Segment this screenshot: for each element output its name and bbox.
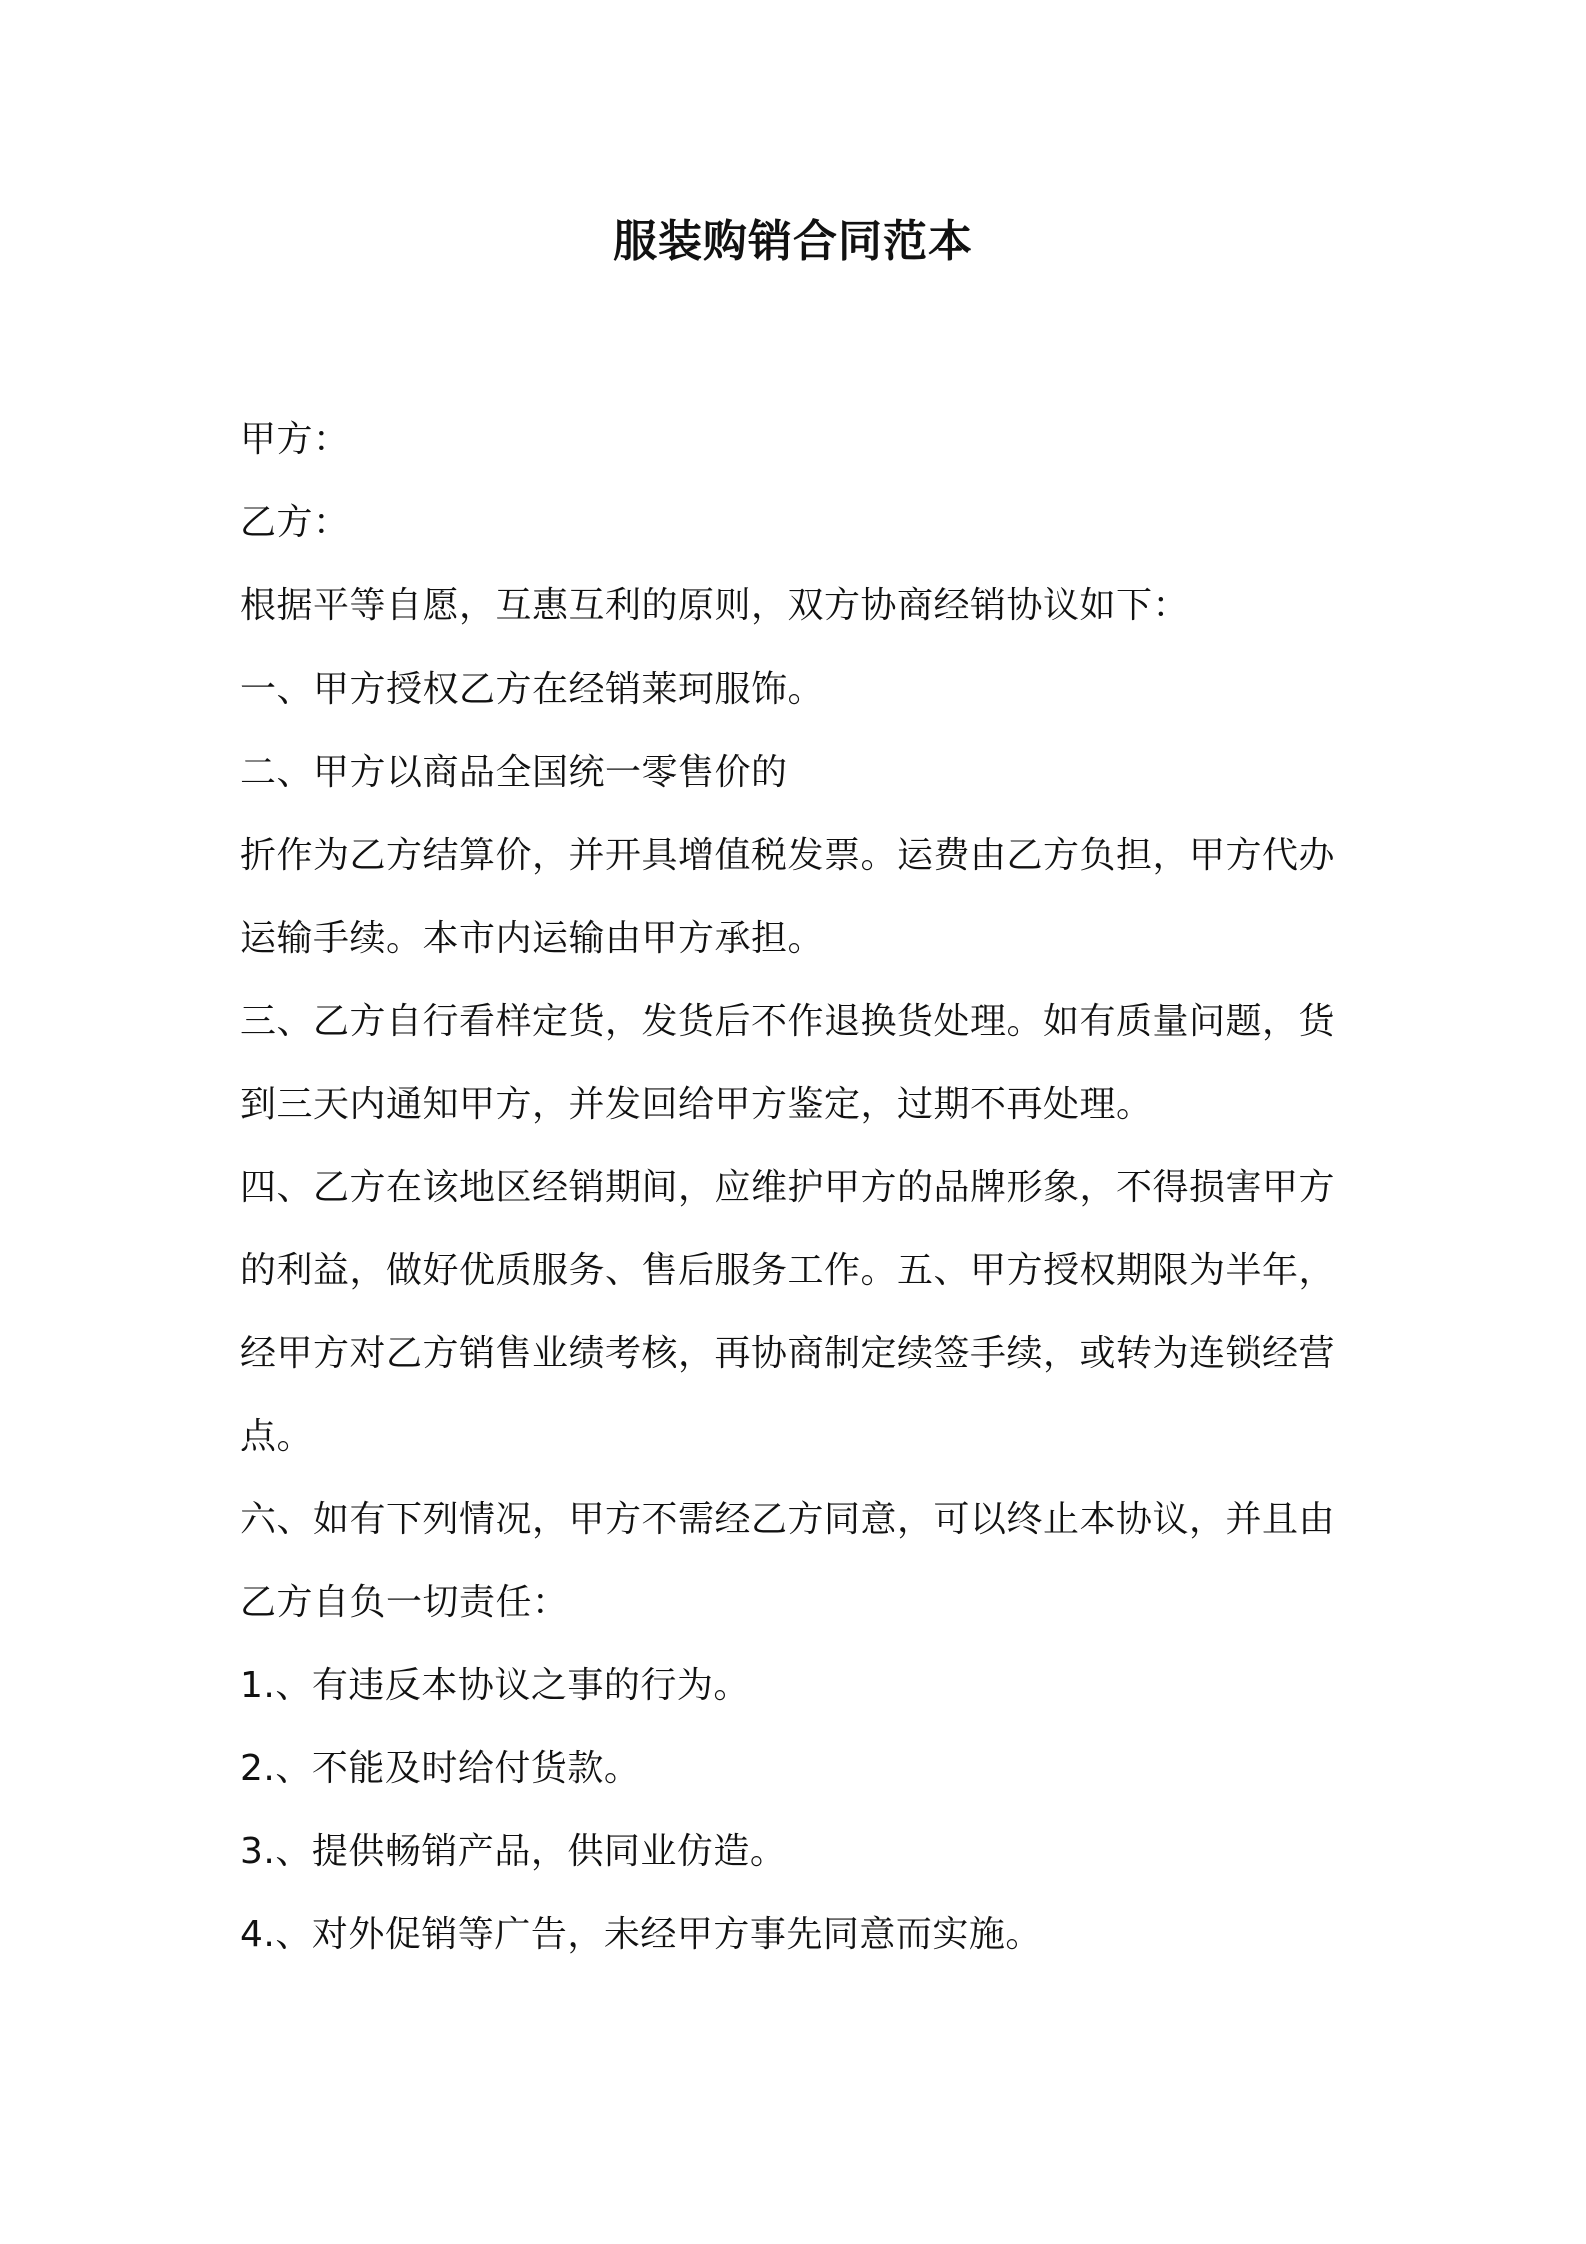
- clause-6-line-1: 六、如有下列情况，甲方不需经乙方同意，可以终止本协议，并且由: [240, 1499, 1336, 1540]
- clause-4-line-1: 四、乙方在该地区经销期间，应维护甲方的品牌形象，不得损害甲方: [240, 1167, 1336, 1208]
- clause-2-line-2: 折作为乙方结算价，并开具增值税发票。运费由乙方负担，甲方代办: [240, 835, 1336, 876]
- list-item-3: 3.、提供畅销产品，供同业仿造。: [240, 1831, 787, 1872]
- party-a-line: 甲方：: [240, 419, 350, 460]
- preamble-line: 根据平等自愿，互惠互利的原则，双方协商经销协议如下：: [240, 585, 1190, 626]
- clause-3-line-2: 到三天内通知甲方，并发回给甲方鉴定，过期不再处理。: [240, 1084, 1153, 1125]
- list-item-4: 4.、对外促销等广告，未经甲方事先同意而实施。: [240, 1914, 1042, 1955]
- clause-5-line-1: 经甲方对乙方销售业绩考核，再协商制定续签手续，或转为连锁经营: [240, 1333, 1336, 1374]
- clause-5-line-2: 点。: [240, 1416, 314, 1457]
- clause-2-line-1: 二、甲方以商品全国统一零售价的: [240, 752, 788, 793]
- clause-3-line-1: 三、乙方自行看样定货，发货后不作退换货处理。如有质量问题，货: [240, 1001, 1336, 1042]
- document-title: 服装购销合同范本: [613, 216, 973, 267]
- clause-1-line: 一、甲方授权乙方在经销莱珂服饰。: [240, 669, 825, 710]
- party-b-line: 乙方：: [240, 502, 350, 543]
- list-item-1: 1.、有违反本协议之事的行为。: [240, 1665, 750, 1706]
- clause-2-line-3: 运输手续。本市内运输由甲方承担。: [240, 918, 825, 959]
- clause-6-line-2: 乙方自负一切责任：: [240, 1582, 569, 1623]
- clause-4-line-2: 的利益，做好优质服务、售后服务工作。五、甲方授权期限为半年，: [240, 1250, 1336, 1291]
- list-item-2: 2.、不能及时给付货款。: [240, 1748, 641, 1789]
